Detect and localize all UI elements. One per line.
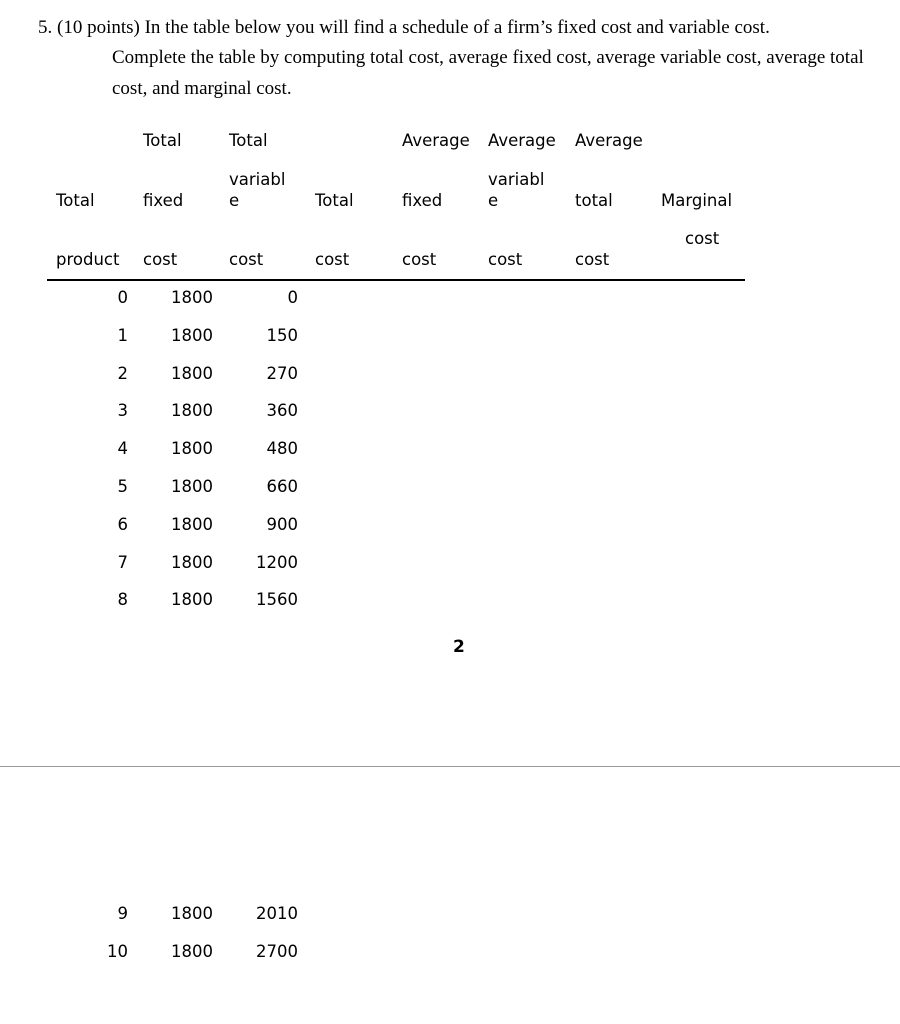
cell-product: 0	[117, 288, 128, 307]
cell-fixed: 1800	[171, 477, 213, 496]
header-average-fixed-cost: Average	[402, 131, 470, 150]
header-average-variable-cost: e	[488, 191, 499, 210]
cell-variable: 660	[266, 477, 298, 496]
header-average-total-cost: Average	[575, 131, 643, 150]
cell-product: 5	[117, 477, 128, 496]
header-average-variable-cost: cost	[488, 250, 523, 269]
page-number: 2	[453, 637, 465, 657]
cell-product: 10	[107, 941, 128, 961]
header-average-total-cost: cost	[575, 250, 610, 269]
question-instructions: Complete the table by computing total cost, average fixed cost, average variable cost, average total cost, and marginal cost.	[112, 47, 864, 99]
header-total-fixed-cost: Total	[143, 131, 182, 150]
header-total-variable-cost: Total	[229, 131, 268, 150]
cell-variable: 900	[266, 514, 298, 534]
header-average-total-cost: total	[575, 191, 613, 210]
page-break-divider	[0, 766, 900, 767]
cell-product: 4	[117, 439, 128, 459]
cell-fixed: 1800	[171, 552, 213, 572]
header-total-product: Total	[56, 191, 95, 210]
cell-variable: 270	[266, 363, 298, 383]
header-average-variable-cost: variabl	[488, 170, 545, 189]
header-average-fixed-cost: cost	[402, 250, 437, 269]
cell-variable: 2010	[256, 904, 298, 923]
cell-fixed: 1800	[171, 363, 213, 383]
cell-fixed: 1800	[171, 401, 213, 421]
cell-fixed: 1800	[171, 288, 213, 307]
header-marginal-cost: cost	[685, 229, 720, 248]
cell-product: 9	[117, 904, 128, 923]
header-rule	[47, 279, 745, 281]
cell-product: 1	[117, 325, 128, 345]
cell-product: 3	[117, 401, 128, 421]
header-total-variable-cost: cost	[229, 250, 264, 269]
header-total-variable-cost: e	[229, 191, 240, 210]
header-total-product: product	[56, 250, 120, 269]
header-total-variable-cost: variabl	[229, 170, 286, 189]
cell-variable: 2700	[256, 941, 298, 961]
header-total-cost: Total	[315, 191, 354, 210]
header-total-fixed-cost: cost	[143, 250, 178, 269]
cell-variable: 480	[266, 439, 298, 459]
cell-variable: 150	[266, 325, 298, 345]
cell-product: 6	[117, 514, 128, 534]
header-total-fixed-cost: fixed	[143, 191, 184, 210]
header-average-variable-cost: Average	[488, 131, 556, 150]
cell-product: 8	[117, 590, 128, 610]
cell-product: 2	[117, 363, 128, 383]
cell-fixed: 1800	[171, 941, 213, 961]
cell-fixed: 1800	[171, 325, 213, 345]
header-total-cost: cost	[315, 250, 350, 269]
header-average-fixed-cost: fixed	[402, 191, 443, 210]
cell-fixed: 1800	[171, 439, 213, 459]
cell-variable: 1560	[256, 590, 298, 610]
cell-variable: 1200	[256, 552, 298, 572]
cell-variable: 360	[266, 401, 298, 421]
header-marginal-cost: Marginal	[661, 191, 733, 210]
cell-variable: 0	[287, 288, 298, 307]
cell-fixed: 1800	[171, 904, 213, 923]
cell-fixed: 1800	[171, 590, 213, 610]
question-line-1: 5. (10 points) In the table below you will find a schedule of a firm’s fixed cost and variable cost.	[38, 17, 770, 38]
cell-fixed: 1800	[171, 514, 213, 534]
cell-product: 7	[117, 552, 128, 572]
